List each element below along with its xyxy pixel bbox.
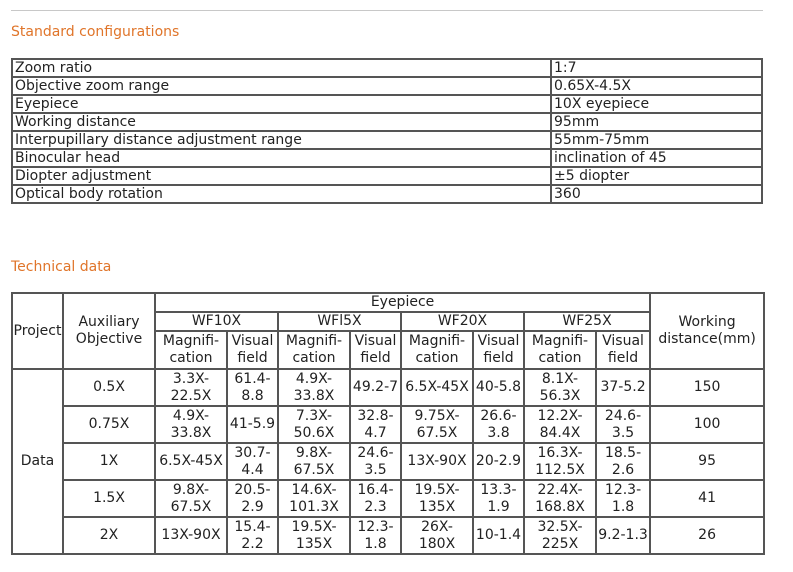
visual-field-cell: [473, 369, 524, 406]
cell-line2: 84.4X: [539, 424, 581, 441]
cell-line1: 8.1X-: [541, 370, 579, 387]
config-label: Eyepiece: [12, 95, 551, 113]
cell-line2: 1.9: [487, 498, 510, 515]
magnification-cell: [401, 517, 473, 554]
magnification-cell: [524, 517, 596, 554]
cell-line1: 9.8X-: [295, 444, 333, 461]
config-label: Binocular head: [12, 149, 551, 167]
cell-line1: 12.3-: [604, 481, 642, 498]
header-line2: cation: [415, 350, 459, 366]
magnification-cell: [401, 443, 473, 480]
header-visual-field: [227, 331, 278, 369]
config-value: 55mm-75mm: [551, 131, 762, 149]
magnification-cell: [524, 369, 596, 406]
header-line2: cation: [169, 350, 213, 366]
header-eyepiece: Eyepiece: [155, 293, 650, 312]
config-row: [12, 113, 762, 131]
cell-line1: 61.4-: [234, 370, 271, 387]
cell-line1: 4.9X-: [172, 407, 210, 424]
magnification-cell: [278, 480, 350, 517]
visual-field-cell: [596, 443, 650, 480]
technical-data-table: [11, 292, 765, 555]
header-auxiliary-line2: Objective: [75, 331, 143, 347]
magnification-cell: [524, 480, 596, 517]
cell-line1: 6.5X-45X: [405, 379, 469, 395]
cell-line1: 3.3X-: [172, 370, 210, 387]
cell-line1: 12.2X-: [537, 407, 583, 424]
config-value: 0.65X-4.5X: [551, 77, 762, 95]
cell-line2: 2.9: [241, 498, 264, 515]
config-value: 95mm: [551, 113, 762, 131]
cell-line1: 32.8-: [357, 407, 394, 424]
standard-config-table: [11, 58, 763, 204]
table-row: [12, 517, 764, 554]
config-row: [12, 77, 762, 95]
cell-line1: 32.5X-: [537, 518, 583, 535]
magnification-cell: [155, 517, 227, 554]
visual-field-cell: [596, 369, 650, 406]
header-magnification: [278, 331, 350, 369]
header-line2: cation: [538, 350, 582, 366]
cell-line1: 9.2-1.3: [598, 527, 648, 543]
header-line1: Visual: [354, 333, 397, 349]
visual-field-cell: [227, 480, 278, 517]
config-row: [12, 95, 762, 113]
config-label: Optical body rotation: [12, 185, 551, 203]
cell-line2: 22.5X: [170, 387, 212, 404]
header-line2: field: [237, 350, 268, 366]
visual-field-cell: [350, 443, 401, 480]
cell-line1: 20-2.9: [475, 453, 522, 469]
cell-line2: 180X: [418, 535, 456, 552]
cell-line2: 3.5: [611, 424, 635, 441]
header-auxiliary-line1: Auxiliary: [78, 314, 140, 330]
cell-line1: 10-1.4: [475, 527, 522, 543]
cell-line1: 6.5X-45X: [159, 453, 223, 469]
cell-line2: 2.3: [364, 498, 387, 515]
visual-field-cell: [473, 480, 524, 517]
header-line1: Visual: [602, 333, 644, 349]
cell-line2: 112.5X: [535, 461, 585, 478]
cell-line2: 135X: [295, 535, 333, 552]
magnification-cell: [155, 480, 227, 517]
magnification-cell: [155, 406, 227, 443]
config-label: Objective zoom range: [12, 77, 551, 95]
cell-line1: 19.5X-: [414, 481, 460, 498]
header-visual-field: [596, 331, 650, 369]
config-value: 360: [551, 185, 762, 203]
header-line2: field: [483, 350, 514, 366]
auxiliary-objective-cell: 1.5X: [63, 480, 155, 517]
config-label: Diopter adjustment: [12, 167, 551, 185]
cell-line2: 67.5X: [293, 461, 335, 478]
cell-line1: 49.2-7: [352, 379, 399, 395]
cell-line2: 56.3X: [539, 387, 581, 404]
header-line2: field: [607, 350, 639, 366]
cell-line1: 7.3X-: [295, 407, 333, 424]
cell-line1: 18.5-: [604, 444, 642, 461]
cell-line1: 16.3X-: [537, 444, 583, 461]
cell-line2: 4.7: [364, 424, 387, 441]
magnification-cell: [278, 406, 350, 443]
header-line1: Magnifi-: [531, 333, 589, 349]
working-distance-cell: 150: [650, 369, 764, 406]
cell-line2: 3.8: [487, 424, 510, 441]
visual-field-cell: [473, 406, 524, 443]
magnification-cell: [278, 443, 350, 480]
table-row: [12, 443, 764, 480]
cell-line2: 168.8X: [535, 498, 585, 515]
cell-line1: 26.6-: [480, 407, 517, 424]
header-line2: field: [360, 350, 391, 366]
magnification-cell: [155, 443, 227, 480]
header-magnification: [155, 331, 227, 369]
visual-field-cell: [350, 517, 401, 554]
config-row: [12, 59, 762, 77]
config-value: 10X eyepiece: [551, 95, 762, 113]
cell-line1: 12.3-: [357, 518, 394, 535]
visual-field-cell: [596, 480, 650, 517]
cell-line2: 67.5X: [416, 424, 458, 441]
visual-field-cell: [596, 517, 650, 554]
cell-line2: 225X: [541, 535, 579, 552]
cell-line2: 4.4: [241, 461, 264, 478]
table-row: [12, 406, 764, 443]
magnification-cell: [401, 369, 473, 406]
table-row: [12, 369, 764, 406]
cell-line1: 24.6-: [357, 444, 394, 461]
visual-field-cell: [350, 406, 401, 443]
project-cell: Data: [12, 369, 63, 554]
auxiliary-objective-cell: 0.75X: [63, 406, 155, 443]
header-visual-field: [473, 331, 524, 369]
cell-line1: 41-5.9: [229, 416, 276, 432]
header-working-line2: distance(mm): [658, 331, 756, 347]
header-group-2: WF20X: [401, 312, 524, 331]
visual-field-cell: [473, 517, 524, 554]
cell-line2: 1.8: [364, 535, 387, 552]
cell-line1: 26X-: [421, 518, 453, 535]
header-working-distance: [650, 293, 764, 369]
cell-line2: 2.2: [241, 535, 264, 552]
cell-line1: 19.5X-: [291, 518, 337, 535]
config-value: inclination of 45: [551, 149, 762, 167]
config-label: Working distance: [12, 113, 551, 131]
auxiliary-objective-cell: 0.5X: [63, 369, 155, 406]
cell-line1: 16.4-: [357, 481, 394, 498]
working-distance-cell: 41: [650, 480, 764, 517]
cell-line2: 1.8: [611, 498, 635, 515]
cell-line1: 15.4-: [234, 518, 271, 535]
auxiliary-objective-cell: 2X: [63, 517, 155, 554]
magnification-cell: [155, 369, 227, 406]
technical-data-title: Technical data: [11, 259, 112, 275]
magnification-cell: [401, 480, 473, 517]
visual-field-cell: [227, 406, 278, 443]
config-value: ±5 diopter: [551, 167, 762, 185]
cell-line1: 13X-90X: [407, 453, 467, 469]
magnification-cell: [278, 517, 350, 554]
cell-line2: 50.6X: [293, 424, 335, 441]
header-working-line1: Working: [678, 314, 736, 330]
header-project: Project: [12, 293, 63, 369]
cell-line1: 30.7-: [234, 444, 271, 461]
cell-line1: 14.6X-: [291, 481, 337, 498]
config-row: [12, 167, 762, 185]
standard-config-title: Standard configurations: [11, 24, 180, 40]
cell-line2: 67.5X: [170, 498, 212, 515]
cell-line1: 24.6-: [604, 407, 642, 424]
cell-line1: 20.5-: [234, 481, 271, 498]
cell-line2: 135X: [418, 498, 456, 515]
cell-line1: 37-5.2: [600, 379, 646, 395]
visual-field-cell: [227, 517, 278, 554]
header-magnification: [524, 331, 596, 369]
visual-field-cell: [350, 369, 401, 406]
cell-line2: 8.8: [241, 387, 264, 404]
header-group-1: WFl5X: [278, 312, 401, 331]
config-label: Interpupillary distance adjustment range: [12, 131, 551, 149]
config-value: 1:7: [551, 59, 762, 77]
cell-line1: 9.8X-: [172, 481, 210, 498]
auxiliary-objective-cell: 1X: [63, 443, 155, 480]
top-divider: [11, 10, 763, 11]
config-row: [12, 185, 762, 203]
cell-line1: 9.75X-: [414, 407, 460, 424]
header-line1: Magnifi-: [408, 333, 466, 349]
visual-field-cell: [350, 480, 401, 517]
cell-line2: 3.5: [364, 461, 387, 478]
cell-line1: 40-5.8: [475, 379, 522, 395]
visual-field-cell: [227, 369, 278, 406]
magnification-cell: [401, 406, 473, 443]
working-distance-cell: 100: [650, 406, 764, 443]
header-visual-field: [350, 331, 401, 369]
cell-line1: 22.4X-: [537, 481, 583, 498]
magnification-cell: [524, 406, 596, 443]
header-line1: Magnifi-: [162, 333, 220, 349]
cell-line2: 33.8X: [293, 387, 335, 404]
cell-line2: 101.3X: [289, 498, 339, 515]
cell-line2: 33.8X: [170, 424, 212, 441]
visual-field-cell: [473, 443, 524, 480]
header-line1: Visual: [231, 333, 274, 349]
header-group-0: WF10X: [155, 312, 278, 331]
visual-field-cell: [596, 406, 650, 443]
table-row: [12, 480, 764, 517]
header-magnification: [401, 331, 473, 369]
config-label: Zoom ratio: [12, 59, 551, 77]
magnification-cell: [278, 369, 350, 406]
header-auxiliary-objective: [63, 293, 155, 369]
cell-line1: 13X-90X: [161, 527, 221, 543]
header-line1: Visual: [477, 333, 520, 349]
magnification-cell: [524, 443, 596, 480]
working-distance-cell: 95: [650, 443, 764, 480]
cell-line2: 2.6: [611, 461, 635, 478]
visual-field-cell: [227, 443, 278, 480]
header-line2: cation: [292, 350, 336, 366]
working-distance-cell: 26: [650, 517, 764, 554]
cell-line1: 13.3-: [480, 481, 517, 498]
cell-line1: 4.9X-: [295, 370, 333, 387]
config-row: [12, 149, 762, 167]
header-group-3: WF25X: [524, 312, 650, 331]
header-line1: Magnifi-: [285, 333, 343, 349]
config-row: [12, 131, 762, 149]
